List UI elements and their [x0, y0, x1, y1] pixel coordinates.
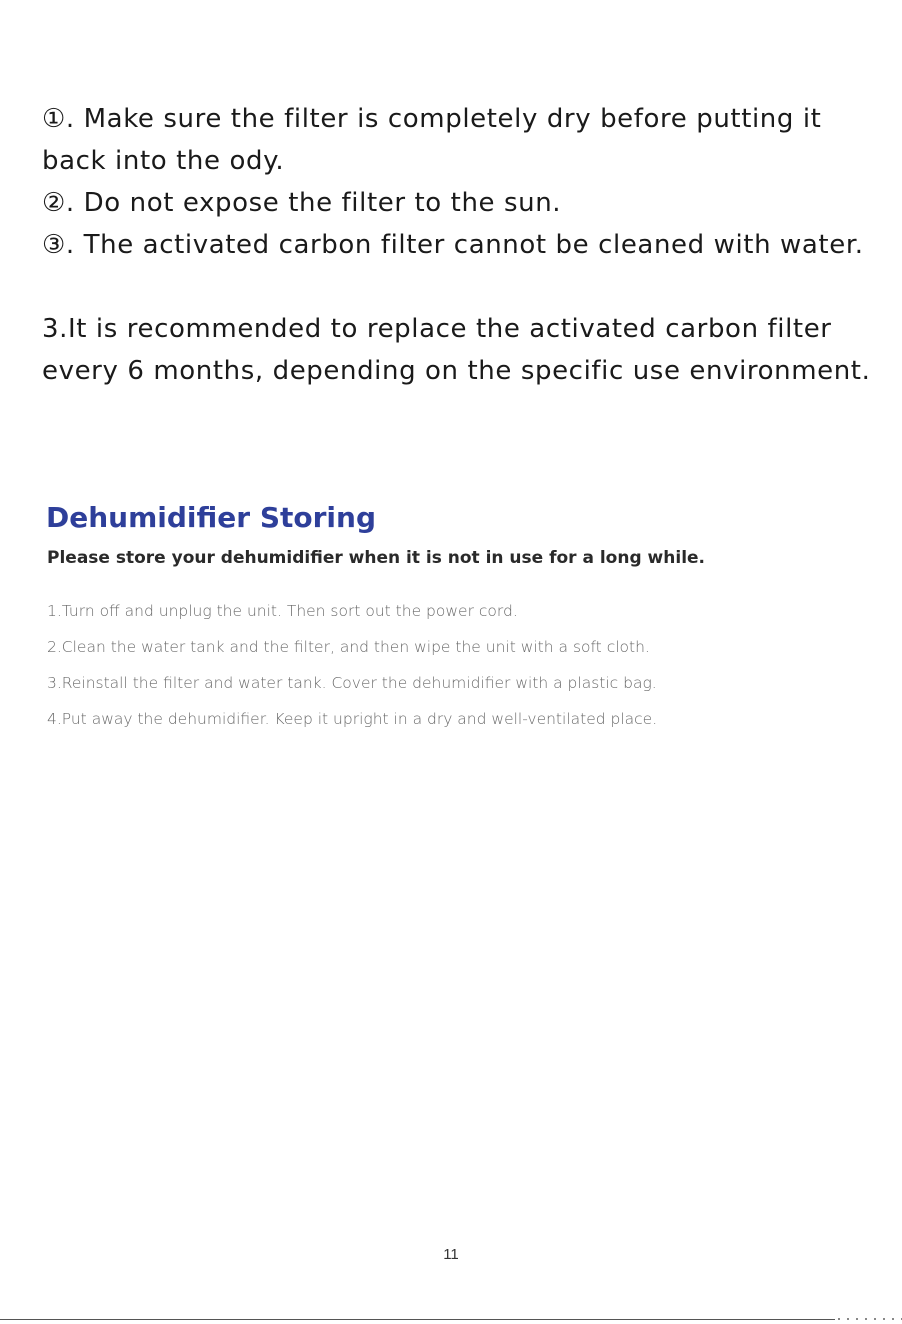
filter-note-dry: ①. Make sure the filter is completely dry before putting it back into the ody.: [42, 104, 831, 176]
footer-tick-marks: [838, 1318, 902, 1320]
section-title: Dehumidifier Storing: [46, 501, 376, 534]
storing-step: 4.Put away the dehumidifier. Keep it upright in a dry and well-ventilated place.: [47, 710, 658, 728]
footer-divider: [0, 1319, 835, 1320]
filter-care-notes: [42, 98, 882, 266]
section-subtitle: Please store your dehumidifier when it is not in use for a long while.: [47, 548, 706, 568]
replacement-recommendation: 3.It is recommended to replace the activated carbon filter every 6 months, depending on the specific use environment.: [42, 314, 871, 386]
storing-step: 1.Turn off and unplug the unit. Then sort out the power cord.: [47, 602, 518, 620]
filter-note-sun: ②. Do not expose the filter to the sun.: [42, 188, 562, 218]
storing-step: 3.Reinstall the filter and water tank. Cover the dehumidifier with a plastic bag.: [47, 674, 657, 692]
page-number: 11: [443, 1246, 459, 1263]
storing-steps: [47, 593, 867, 737]
storing-step: 2.Clean the water tank and the filter, and then wipe the unit with a soft cloth.: [47, 638, 650, 656]
filter-note-water: ③. The activated carbon filter cannot be cleaned with water.: [42, 230, 864, 260]
